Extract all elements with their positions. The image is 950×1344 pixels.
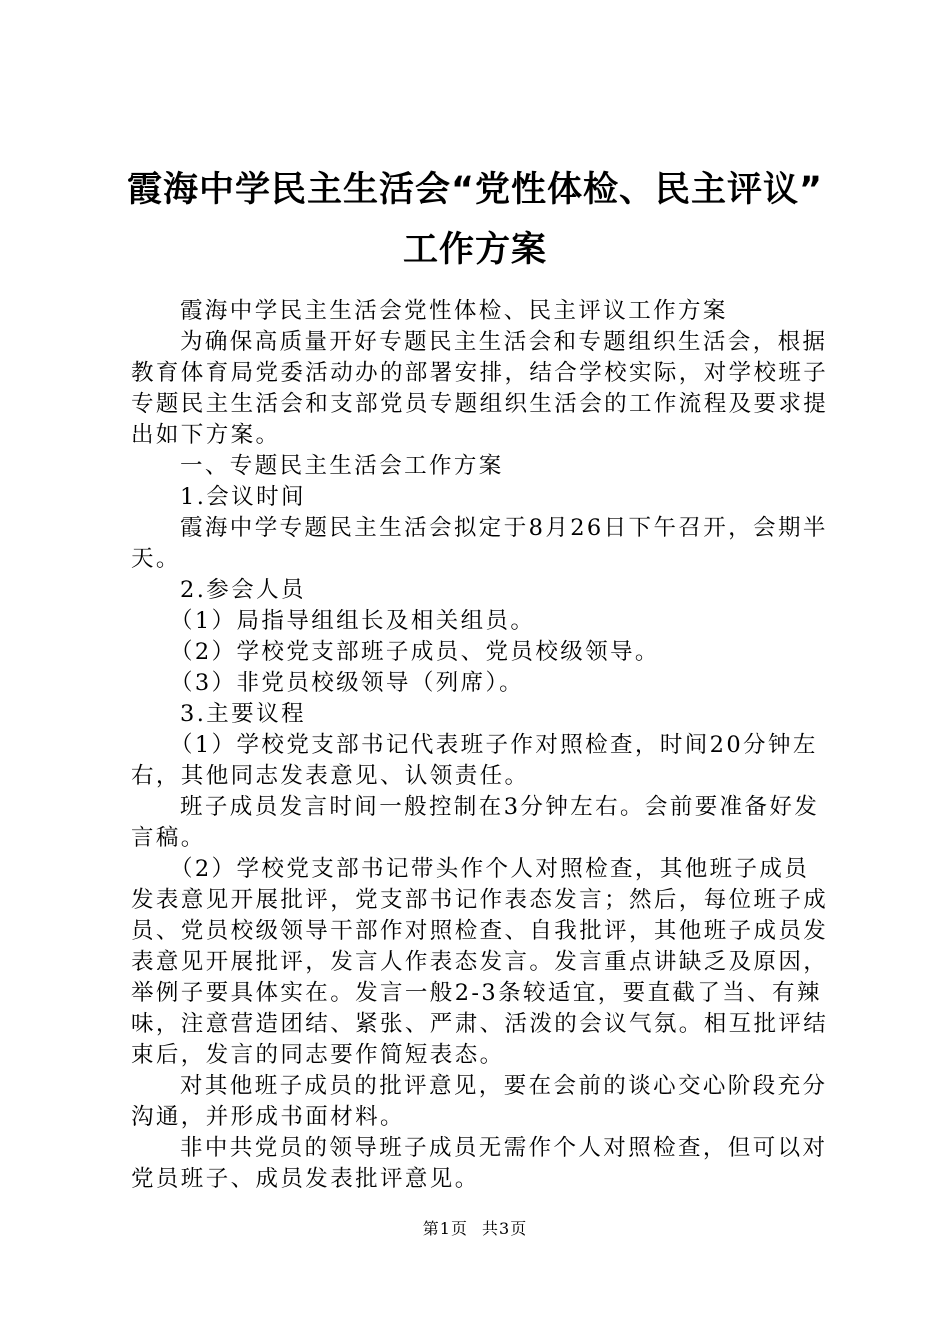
document-body [131, 296, 831, 1195]
subheading-meeting-time: 1.会议时间 [180, 484, 306, 510]
paragraph-speech-time: 班子成员发言时间一般控制在3分钟左右。会前要准备好发言稿。 [131, 794, 820, 851]
page-footer [0, 1216, 950, 1239]
document-title-line-1: 霞海中学民主生活会“党性体检、民主评议” [126, 170, 823, 210]
paragraph-heading: 霞海中学民主生活会党性体检、民主评议工作方案 [180, 298, 728, 324]
page-total: 共3页 [482, 1219, 528, 1238]
subheading-agenda: 3.主要议程 [180, 701, 306, 727]
participant-item: （3）非党员校级领导（列席）。 [170, 670, 525, 696]
section-heading: 一、专题民主生活会工作方案 [180, 453, 504, 479]
subheading-participants: 2.参会人员 [180, 577, 306, 603]
page-number: 第1页 [422, 1219, 468, 1238]
paragraph-criticism: 对其他班子成员的批评意见，要在会前的谈心交心阶段充分沟通，并形成书面材料。 [131, 1073, 828, 1130]
document-title-line-2: 工作方案 [402, 230, 547, 270]
paragraph-non-party: 非中共党员的领导班子成员无需作个人对照检查，但可以对党员班子、成员发表批评意见。 [131, 1135, 828, 1192]
participant-item: （1）局指导组组长及相关组员。 [170, 608, 536, 634]
agenda-item: （2）学校党支部书记带头作个人对照检查，其他班子成员发表意见开展批评，党支部书记作表态发言；然后，每位班子成员、党员校级领导干部作对照检查、自我批评，其他班子成员发表意见开展批评，发言人作表态发言。发言重点讲缺乏及原因，举例子要具体实在。发言一般2-3条较适宜，要直截了当、有辣味，注意营造团结、紧张、严肃、活泼的会议气氛。相互批评结束后，发言的同志要作简短表态。 [131, 856, 829, 1068]
paragraph-meeting-time: 霞海中学专题民主生活会拟定于8月26日下午召开，会期半天。 [131, 515, 828, 572]
agenda-item: （1）学校党支部书记代表班子作对照检查，时间20分钟左右，其他同志发表意见、认领责任。 [131, 732, 818, 789]
participant-item: （2）学校党支部班子成员、党员校级领导。 [170, 639, 660, 665]
paragraph-intro: 为确保高质量开好专题民主生活会和专题组织生活会，根据教育体育局党委活动办的部署安排，结合学校实际，对学校班子专题民主生活会和支部党员专题组织生活会的工作流程及要求提出如下方案。 [131, 329, 829, 448]
